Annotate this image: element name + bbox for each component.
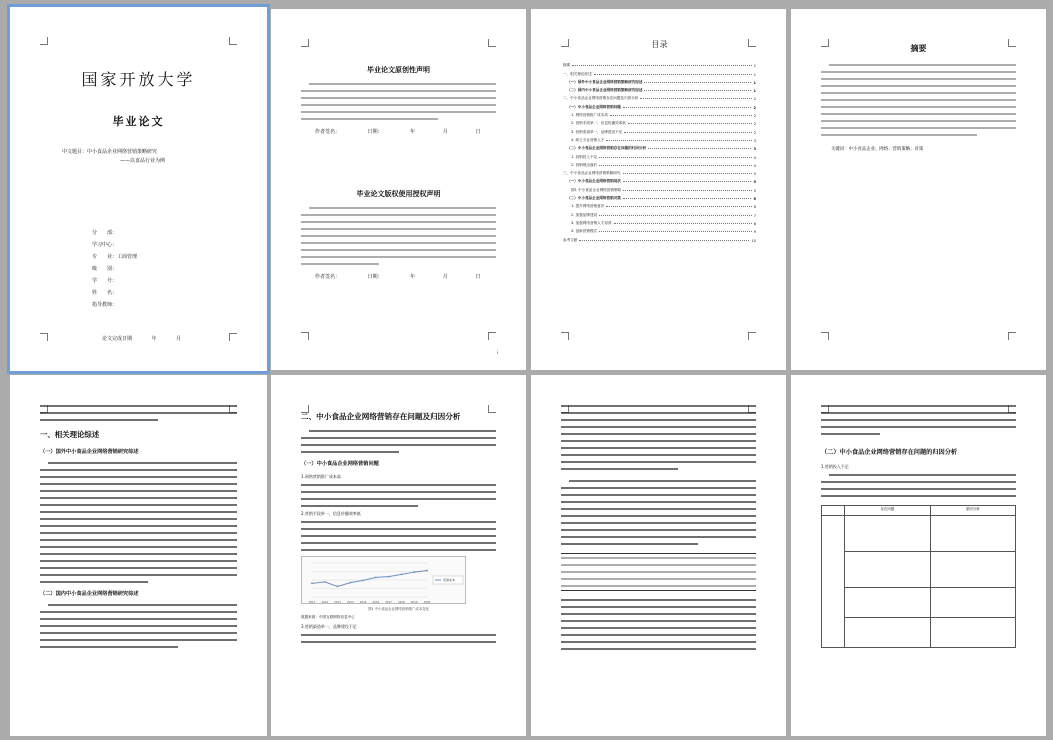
table-header-cause: 原因分析 [930,506,1015,516]
domestic-review-text [40,604,237,648]
toc-entry [563,209,756,217]
page-thumbnail-body-4[interactable] [791,375,1046,736]
toc-entry-text: 三、中小食品企业网络营销策略研究 [563,171,621,176]
section-heading-1: 一、相关理论综述 [40,430,100,439]
page-thumbnail-body-3[interactable] [531,375,786,736]
toc-entry [563,68,756,76]
toc-list [563,60,756,243]
data-source: 数据来源：中国互联网络信息中心 [301,615,355,619]
toc-entry [563,143,756,151]
toc-leader-dots [624,132,751,133]
toc-entry-page: 3 [753,147,756,152]
toc-leader-dots [599,157,752,158]
toc-entry-page: 9 [753,230,756,235]
crop-mark [229,333,237,341]
toc-leader-dots [599,231,752,232]
chart-x-tick: 2016 [372,601,380,604]
cover-fields [92,227,137,311]
toc-entry-text: 摘要 [563,63,571,68]
toc-leader-dots [579,240,749,241]
crop-mark [1008,332,1016,340]
toc-entry [563,184,756,192]
toc-leader-dots [640,98,751,99]
copyright-title: 毕业论文版权使用授权声明 [356,190,441,198]
chart-point [388,576,390,578]
toc-entry [563,151,756,159]
field-branch: 分 部： [92,230,118,236]
toc-leader-dots [623,198,752,199]
crop-mark [488,332,496,340]
toc-entry [563,201,756,209]
field-advisor: 指导教师： [92,302,118,308]
toc-leader-dots [599,215,752,216]
toc-entry-text: （二）中小食品企业网络营销对策 [567,196,621,201]
chart-point [375,576,377,578]
page-thumbnail-body-2[interactable] [271,375,526,736]
subheading-problems: （一）中小食品企业网络营销问题 [301,461,379,467]
crop-mark [40,333,48,341]
section2-intro [301,430,496,453]
page-number: i [497,350,499,355]
toc-leader-dots [628,123,752,124]
toc-entry-text: 一、相关理论综述 [563,71,592,76]
toc-entry-page: 6 [753,205,756,210]
item-channel-text [301,634,496,643]
topic-text: 中小食品企业网络营销策略研究 [87,149,158,155]
body3-text-1 [561,405,756,470]
toc-entry-text: 3. 营销渠道单一，品牌建设不足 [571,129,623,134]
item-single-channel: 3.营销渠道单一，品牌建设不足 [301,624,357,629]
toc-entry-page: 1 [753,80,756,85]
crop-mark [821,332,829,340]
topic-subtitle: ——以食品行业为例 [120,158,166,164]
toc-entry [563,168,756,176]
subheading-domestic: （二）国内中小食品企业网络营销研究综述 [40,591,139,597]
toc-entry [563,218,756,226]
chart-point [337,586,339,588]
toc-entry-text: （二）中小食品企业网络营销存在问题的归因分析 [567,146,647,151]
toc-entry [563,234,756,242]
item-cost-high: 1.网络营销推广成本高 [301,474,341,479]
toc-entry [563,226,756,234]
chart-x-tick: 2020 [423,601,431,604]
chart-point [324,581,326,583]
toc-entry-text: （二）国内中小食品企业网络营销策略研究综述 [567,88,643,93]
toc-leader-dots [623,173,752,174]
chart-point [362,579,364,581]
toc-entry-text: 1. 营销投入不足 [571,154,598,159]
chart-x-tick: 2011 [308,601,316,604]
field-student-id: 学 号： [92,278,118,284]
originality-text [301,83,496,120]
toc-entry-page: 4 [753,163,756,168]
chart-x-tick: 2014 [347,601,354,604]
chart-x-tick: 2019 [410,601,418,604]
university-name: 国家开放大学 [81,70,196,89]
field-name: 姓 名： [92,290,118,296]
chart-caption: 图1 中小食品企业网络营销推广成本变化 [368,607,429,611]
toc-entry [563,176,756,184]
chart-x-tick: 2017 [385,601,392,604]
table-header-problem: 存在问题 [845,506,930,516]
toc-entry-page: 2 [753,122,756,127]
toc-title: 目录 [651,40,668,49]
toc-entry [563,193,756,201]
toc-leader-dots [606,206,751,207]
table-row [822,618,1016,648]
body4-text-1 [821,405,1016,435]
chart-point [413,571,415,573]
toc-entry [563,126,756,134]
toc-leader-dots [610,115,752,116]
toc-entry-page: 5 [753,180,756,185]
chart-x-tick: 2013 [334,601,341,604]
crop-mark [301,332,309,340]
crop-mark [748,332,756,340]
toc-entry [563,93,756,101]
toc-entry-text: （一）国外中小食品企业网络营销策略研究综述 [567,79,643,84]
chart-series-line [312,571,427,587]
signature-line-1: 作者签名： 日期： 年 月 日 [315,129,481,135]
field-center: 学习中心： [92,242,118,248]
toc-entry-text: 参考文献 [563,237,578,242]
item-cost-text [301,484,496,507]
foreign-review-text [40,462,237,583]
toc-entry-text: 二、中小食品企业网络营销存在问题及归因分析 [563,96,639,101]
toc-entry-page: 4 [753,155,756,160]
toc-entry-page: 10 [751,238,756,243]
page-thumbnail-body-1[interactable] [10,375,267,736]
toc-leader-dots [623,107,752,108]
field-level: 级 别： [92,266,118,272]
toc-entry-text: 1. 提升网络营销意识 [571,204,605,209]
toc-leader-dots [623,181,752,182]
signature-line-2: 作者签名： 日期： 年 月 日 [315,274,481,280]
body3-text-2 [561,480,756,545]
topic-label: 中文题目： [62,149,88,155]
thesis-label: 毕业论文 [112,115,165,128]
toc-entry-page: 7 [753,213,756,218]
chart-point [426,570,428,572]
toc-entry [563,60,756,68]
toc-entry-text: 图1 中小食品企业网络营销策略 [571,187,622,192]
survey-table [561,553,756,591]
completion-date: 论文完成日期 年 月 [102,336,182,342]
toc-leader-dots [572,65,752,66]
chart-point [349,582,351,584]
keywords: 关键词：中小食品企业；网络；营销策略；对策 [831,147,924,152]
page-thumbnail-declaration[interactable] [271,9,526,370]
toc-leader-dots [606,140,751,141]
toc-entry-page: 1 [753,64,756,69]
crop-mark [229,37,237,45]
body3-text-3 [561,599,756,650]
toc-leader-dots [644,82,751,83]
toc-entry-text: 4. 创新营销模式 [571,229,598,234]
page-thumbnail-cover[interactable] [10,7,267,371]
toc-entry-page: 5 [753,172,756,177]
originality-title: 毕业论文原创性声明 [367,66,430,74]
intro-text [40,405,237,421]
page-thumbnail-abstract[interactable] [791,9,1046,370]
chart-x-tick: 2012 [321,601,329,604]
toc-entry-page: 2 [753,130,756,135]
crop-mark [488,39,496,47]
toc-leader-dots [648,148,751,149]
toc-leader-dots [623,190,752,191]
toc-entry-text: 2. 营销手段单一，信息传播效率低 [571,121,626,126]
toc-entry-page: 2 [753,114,756,119]
chart-point [401,573,403,575]
toc-entry-page: 2 [753,97,756,102]
item-method-text [301,521,496,551]
chart-x-tick: 2015 [359,601,367,604]
toc-entry [563,135,756,143]
toc-entry-text: （一）中小食品企业网络营销问题 [567,104,621,109]
toc-entry-page: 2 [753,105,756,110]
toc-entry-page: 5 [753,188,756,193]
toc-entry [563,85,756,93]
toc-leader-dots [594,74,752,75]
table-row [822,552,1016,588]
subheading-causes: （二）中小食品企业网络营销存在问题的归因分析 [821,449,958,456]
toc-entry-text: 4. 缺乏专业营销人才 [571,137,605,142]
toc-entry [563,77,756,85]
table-row [822,588,1016,618]
page-thumbnail-toc[interactable] [531,9,786,370]
toc-entry-page: 3 [753,138,756,143]
topic-row [62,147,157,157]
toc-leader-dots [599,165,752,166]
toc-entry-page: 1 [753,89,756,94]
toc-entry [563,110,756,118]
subheading-foreign: （一）国外中小食品企业网络营销研究综述 [40,449,139,455]
toc-entry-text: 2. 营销理念落后 [571,162,598,167]
copyright-text [301,207,496,265]
item-investment: 1.营销投入不足 [821,464,849,469]
toc-entry-page: 8 [753,221,756,226]
survey-table-rows [561,557,756,587]
problem-cause-table [821,505,1016,648]
toc-entry-page: 6 [753,197,756,202]
chart-legend-label: 营销成本 [443,578,456,582]
toc-leader-dots [644,90,751,91]
abstract-text [821,64,1016,136]
crop-mark [561,332,569,340]
section-heading-2: 二、中小食品企业网络营销存在问题及归因分析 [301,412,461,421]
abstract-title: 摘要 [910,44,927,53]
crop-mark [40,37,48,45]
chart-x-tick: 2018 [398,601,405,604]
toc-entry-text: 1. 网络营销推广成本高 [571,113,608,118]
toc-entry [563,101,756,109]
field-major: 专 业：工商管理 [92,254,138,260]
chart-point [311,583,313,585]
toc-entry-page: 1 [753,72,756,77]
crop-mark [301,39,309,47]
cost-trend-chart [301,556,466,604]
toc-leader-dots [614,223,752,224]
toc-entry [563,118,756,126]
toc-entry-text: 3. 加强网络营销人才培养 [571,220,612,225]
toc-entry-text: 2. 加强品牌建设 [571,212,598,217]
table-row [822,516,1016,552]
body4-text-2 [821,474,1016,497]
item-single-method: 2.营销手段单一，信息传播效率低 [301,511,361,516]
toc-entry [563,160,756,168]
toc-entry-text: （一）中小食品企业网络营销现状 [567,179,621,184]
